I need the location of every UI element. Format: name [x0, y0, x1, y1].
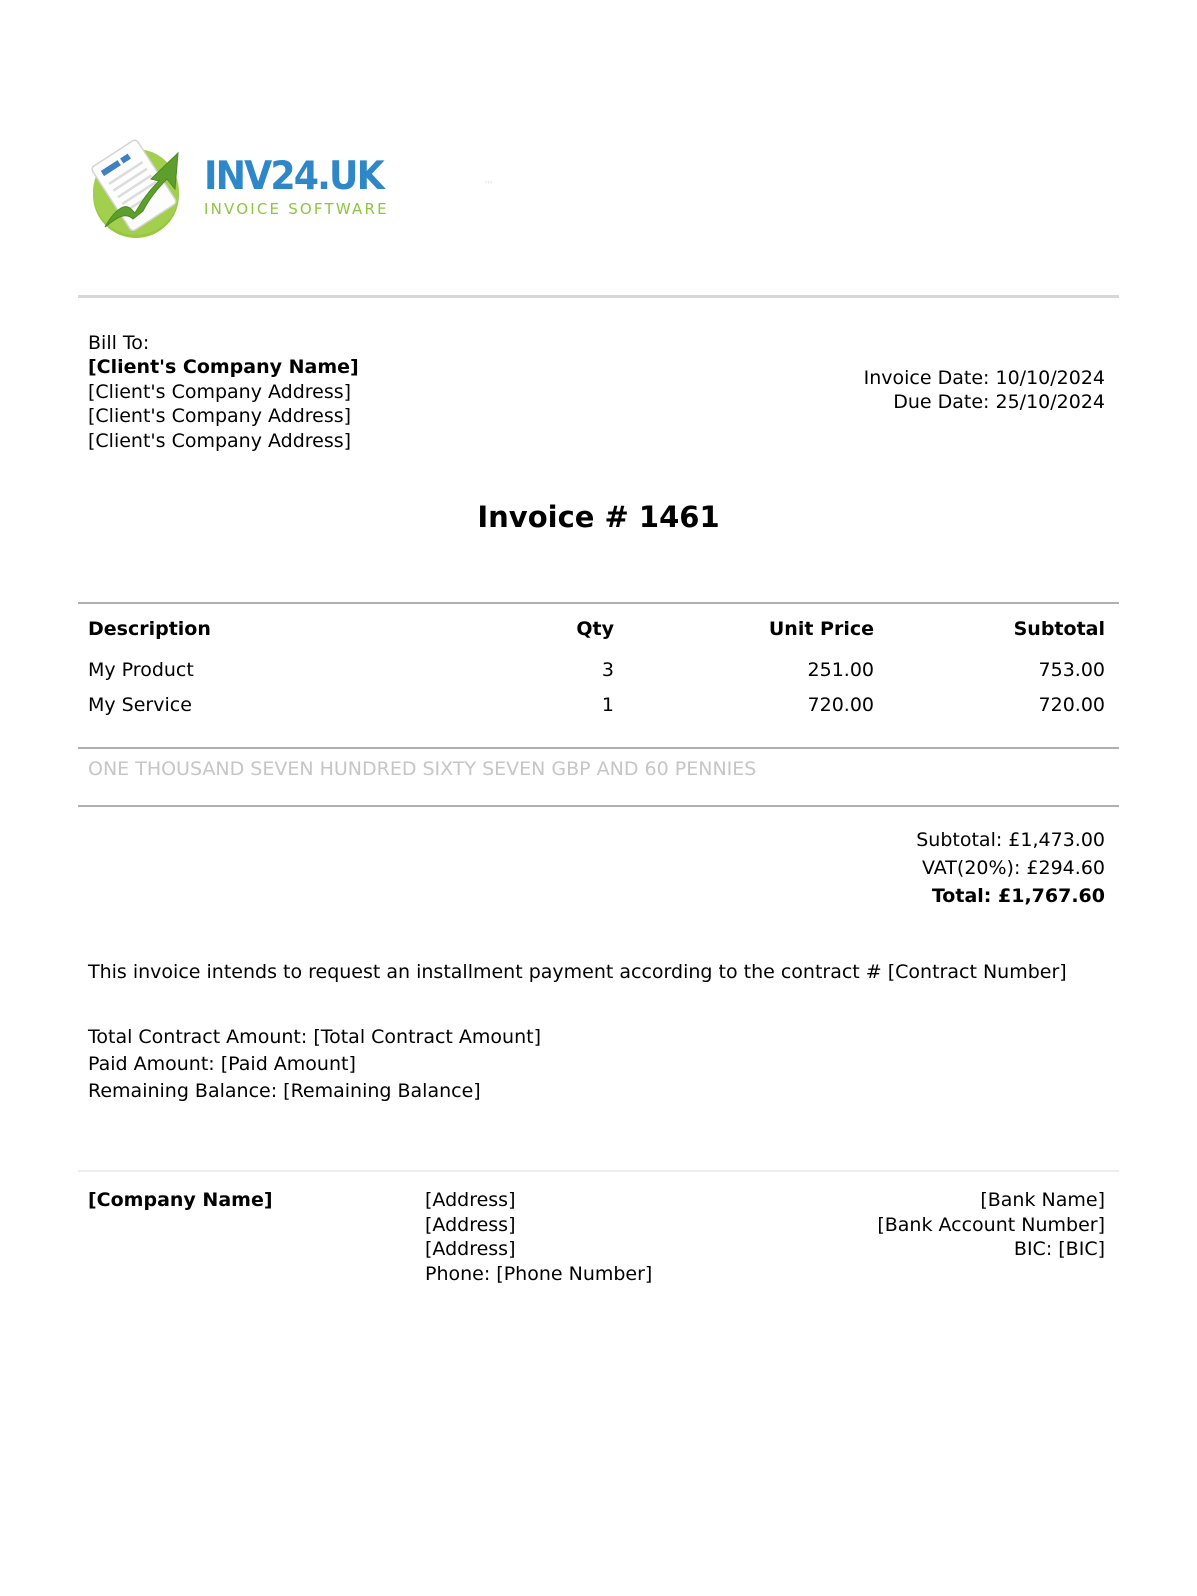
column-header-qty: Qty [576, 618, 614, 640]
table-row [78, 652, 1119, 687]
item-description: My Product [88, 659, 194, 681]
subtotal-label: Subtotal: [916, 829, 1003, 851]
due-date-value: 25/10/2024 [995, 391, 1105, 414]
paid-amount-label: Paid Amount: [88, 1053, 215, 1075]
footer-address-line: [Address] [425, 1238, 516, 1261]
subtotal-value: £1,473.00 [1008, 829, 1105, 851]
table-header-row [78, 603, 1119, 652]
item-subtotal: 753.00 [1038, 659, 1105, 681]
due-date-line [864, 390, 1105, 414]
remaining-balance-line [88, 1078, 1119, 1105]
invoice-growth-arrow-icon [85, 139, 195, 239]
remaining-balance-value: [Remaining Balance] [283, 1080, 481, 1102]
item-subtotal: 720.00 [1038, 694, 1105, 716]
footer-phone-line: Phone: [Phone Number] [425, 1262, 653, 1285]
invoice-title: Invoice # 1461 [477, 500, 720, 534]
total-label: Total: [931, 885, 992, 907]
vat-line [78, 854, 1105, 882]
footer [78, 1188, 1119, 1286]
invoice-date-value: 10/10/2024 [995, 367, 1105, 389]
total-contract-amount-value: [Total Contract Amount] [313, 1026, 541, 1048]
invoice-date-label: Invoice Date: [863, 367, 990, 389]
item-unit-price: 251.00 [807, 659, 874, 681]
total-contract-amount-line [88, 1024, 1119, 1051]
trademark-symbol: ™ [483, 179, 494, 192]
invoice-dates-block [864, 366, 1105, 415]
item-qty: 3 [601, 659, 614, 681]
total-line [78, 882, 1105, 910]
paid-amount-value: [Paid Amount] [220, 1053, 356, 1075]
bank-account-line: [Bank Account Number] [877, 1213, 1105, 1236]
due-date-label: Due Date: [893, 391, 990, 414]
bank-name-line: [Bank Name] [980, 1189, 1105, 1211]
column-header-unit-price: Unit Price [768, 618, 874, 640]
vat-label: VAT(20%): [922, 857, 1021, 879]
subtotal-line [78, 826, 1105, 854]
item-qty: 1 [601, 694, 614, 716]
invoice-date-line [864, 366, 1105, 390]
header-divider [78, 295, 1119, 298]
logo-text [204, 154, 494, 218]
contract-details-block [78, 1024, 1119, 1105]
client-address-line: [Client's Company Address] [88, 380, 352, 403]
item-unit-price: 720.00 [807, 694, 874, 716]
line-items-table [78, 602, 1119, 749]
item-description: My Service [88, 694, 192, 716]
footer-divider [78, 1170, 1119, 1172]
bank-bic-line: BIC: [BIC] [1013, 1238, 1105, 1261]
total-value: £1,767.60 [998, 885, 1105, 907]
column-header-description: Description [88, 618, 211, 640]
amount-in-words: ONE THOUSAND SEVEN HUNDRED SIXTY SEVEN GBP AND 60 PENNIES [78, 749, 1119, 807]
totals-block [78, 826, 1119, 910]
client-address-line: [Client's Company Address] [88, 405, 352, 428]
installment-note: This invoice intends to request an installment payment according to the contract # [Contract Number] [88, 961, 1067, 983]
footer-address-block [425, 1188, 819, 1286]
total-contract-amount-label: Total Contract Amount: [88, 1026, 308, 1048]
vat-value: £294.60 [1026, 857, 1105, 879]
remaining-balance-label: Remaining Balance: [88, 1080, 278, 1102]
brand-tagline: INVOICE SOFTWARE [204, 200, 389, 218]
bill-to-label: Bill To: [88, 332, 150, 354]
bill-to-block [88, 331, 359, 453]
paid-amount-line [88, 1051, 1119, 1078]
column-header-subtotal: Subtotal [1013, 618, 1105, 640]
footer-bank-block [819, 1188, 1119, 1286]
table-row [78, 687, 1119, 748]
logo [85, 139, 494, 239]
footer-company-name: [Company Name] [88, 1189, 273, 1211]
brand-name: INV24.UK [204, 154, 383, 199]
footer-address-line: [Address] [425, 1213, 516, 1236]
invoice-body [78, 602, 1119, 1105]
footer-address-line: [Address] [425, 1189, 516, 1211]
client-address-line: [Client's Company Address] [88, 429, 352, 452]
client-company-name: [Client's Company Name] [88, 356, 359, 379]
